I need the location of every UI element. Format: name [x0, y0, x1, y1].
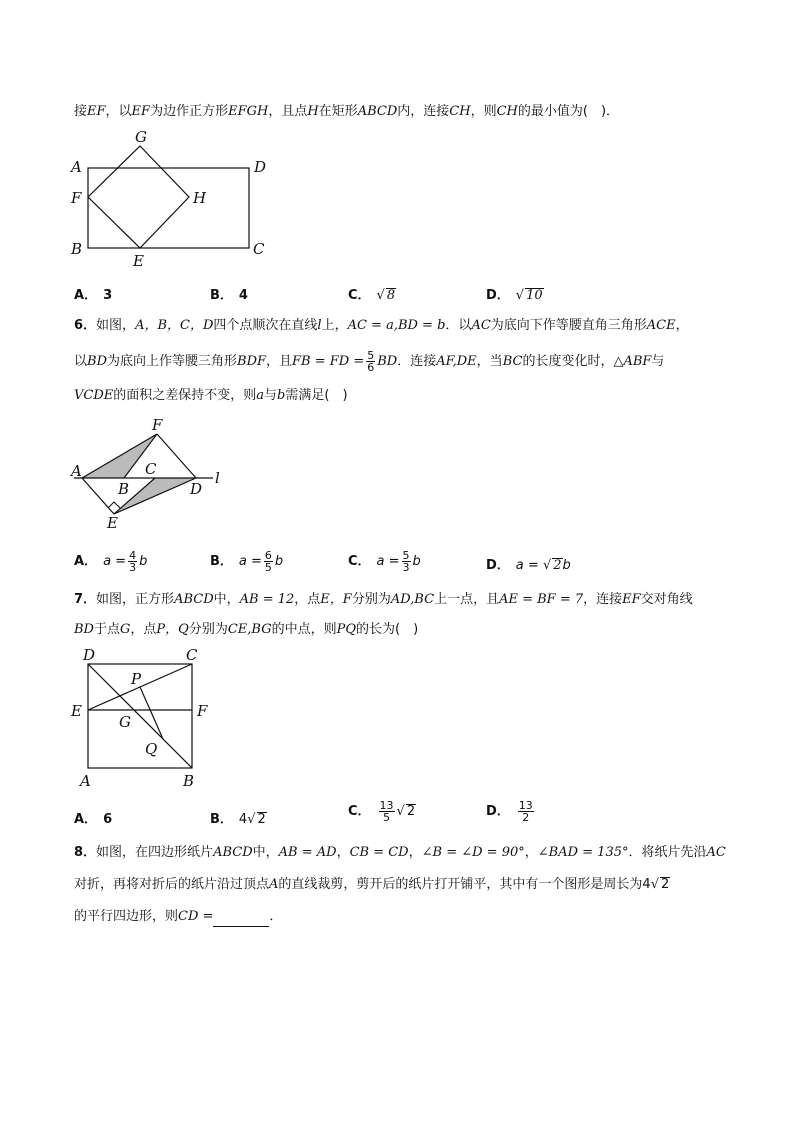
q6-stem-line1: 6．如图，A，B，C，D四个点顺次在直线l上，AC = a,BD = b．以AC为底向下作等腰直角三角形ACE，: [74, 318, 689, 333]
q5-option-a[interactable]: A． 3: [74, 288, 113, 303]
q5-label-g: G: [135, 128, 147, 146]
q7-label-f: F: [197, 702, 208, 720]
q5-label-e: E: [133, 252, 144, 270]
answer-blank[interactable]: [213, 912, 269, 927]
q6-label-f: F: [152, 416, 163, 434]
q6-label-c: C: [145, 460, 157, 478]
q6-label-l: l: [215, 469, 220, 487]
q5-label-c: C: [253, 240, 265, 258]
q5-label-b: B: [71, 240, 83, 258]
q5-stem: 接EF，以EF为边作正方形EFGH，且点H在矩形ABCD内，连接CH，则CH的最小值为( )．: [74, 104, 620, 119]
q8-stem-line3: 的平行四边形，则CD = ．: [74, 907, 282, 927]
q6-option-a[interactable]: A． a = $\frac{4}{3}$ b: [74, 549, 148, 574]
q6-label-b: B: [118, 480, 130, 498]
q7-label-e: E: [71, 702, 82, 720]
q7-label-d: D: [83, 646, 96, 664]
q7-label-b: B: [183, 772, 195, 790]
q8-stem-line1: 8．如图，在四边形纸片ABCD中，AB = AD，CB = CD，∠B = ∠D = 90°，∠BAD = 135°．将纸片先沿AC: [74, 845, 726, 860]
q6-stem-line3: VCDE的面积之差保持不变，则a与b需满足( ): [74, 388, 348, 403]
q8-stem-line2: 对折，再将对折后的纸片沿过顶点A的直线裁剪，剪开后的纸片打开铺平，其中有一个图形是周长为4√ 2: [74, 877, 670, 892]
q6-option-d[interactable]: D． a = √ 2b: [486, 558, 571, 573]
q6-label-e: E: [107, 514, 118, 532]
q7-stem-line2: BD于点G，点P，Q分别为CE,BG的中点，则PQ的长为( ): [74, 622, 419, 637]
q7-stem-line1: 7．如图，正方形ABCD中，AB = 12，点E，F分别为AD,BC上一点，且AE = BF = 7，连接EF交对角线: [74, 592, 693, 607]
q6-option-c[interactable]: C． a = $\frac{5}{3}$ b: [348, 549, 421, 574]
q7-label-q: Q: [145, 740, 158, 758]
q6-stem-line2: 以BD为底向上作等腰三角形BDF，且FB = FD = $\frac{5}{6}$ BD．连接AF,DE，当BC的长度变化时，△ABF与: [74, 349, 665, 374]
q7-label-p: P: [131, 670, 142, 688]
q7-label-a: A: [80, 772, 91, 790]
q5-label-f: F: [71, 189, 82, 207]
q5-label-h: H: [193, 189, 207, 207]
q7-option-d[interactable]: D． $\frac{13}{2}$: [486, 799, 533, 824]
q7-label-g: G: [119, 713, 131, 731]
q6-label-a: A: [71, 462, 82, 480]
q7-label-c: C: [186, 646, 198, 664]
q6-label-d: D: [190, 480, 203, 498]
q5-option-c[interactable]: C． √ 8: [348, 288, 396, 303]
q5-option-d[interactable]: D． √ 10: [486, 288, 543, 303]
q6-option-b[interactable]: B． a = $\frac{6}{5}$ b: [210, 549, 284, 574]
q5-label-a: A: [71, 158, 82, 176]
q7-option-c[interactable]: C． $\frac{13}{5}$ √ 2: [348, 799, 416, 824]
q5-option-b[interactable]: B． 4: [210, 288, 248, 303]
q7-option-a[interactable]: A． 6: [74, 812, 113, 827]
q7-option-b[interactable]: B． 4√ 2: [210, 812, 266, 827]
q5-label-d: D: [254, 158, 267, 176]
